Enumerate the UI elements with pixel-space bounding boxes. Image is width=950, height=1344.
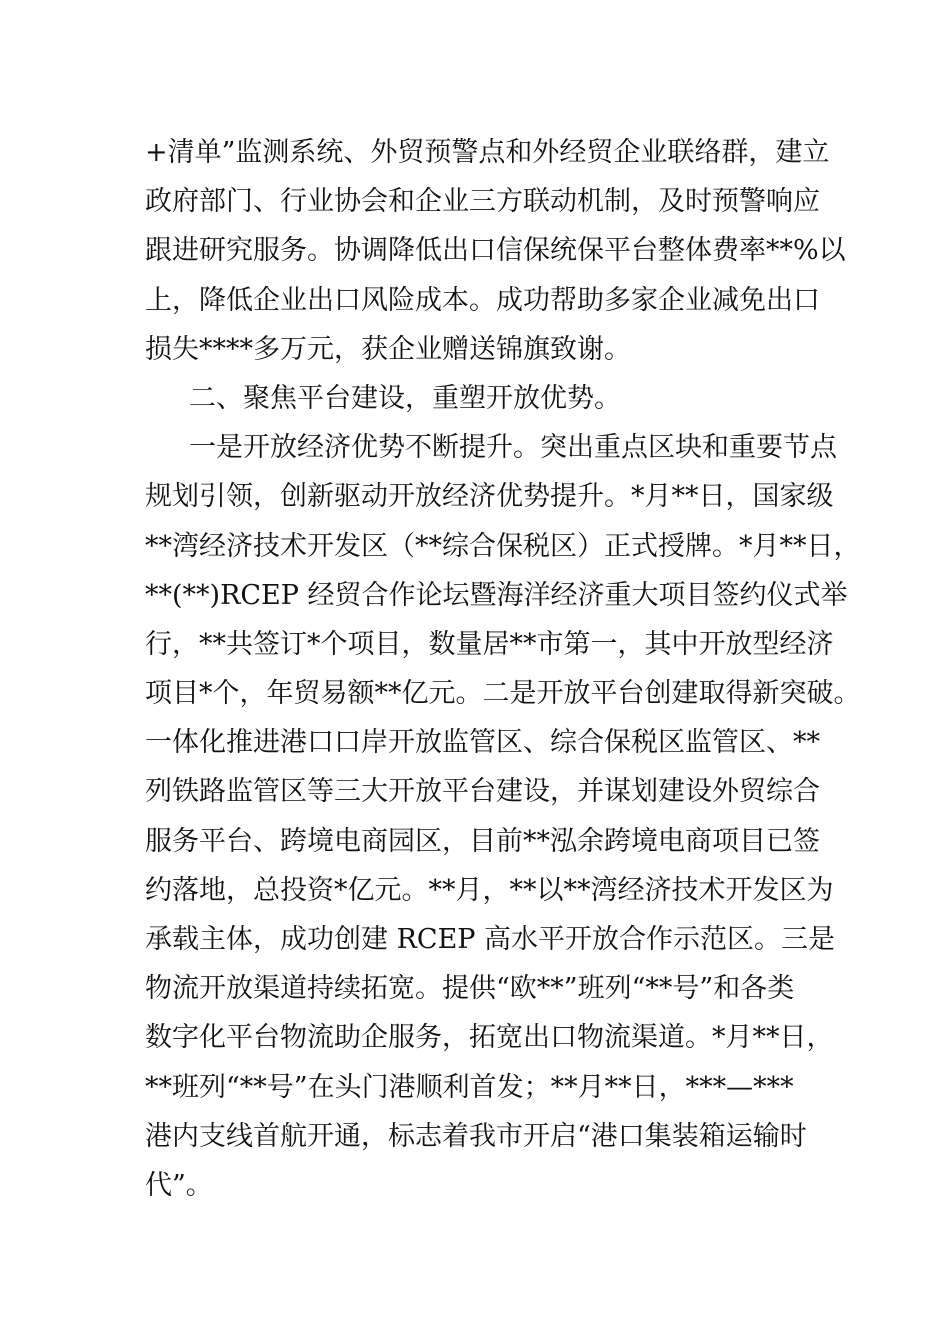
text-line: 损失****多万元，获企业赠送锦旗致谢。 (145, 333, 631, 365)
text-line: **(**)RCEP 经贸合作论坛暨海洋经济重大项目签约仪式举 (145, 579, 848, 611)
text-line: 港内支线首航开通，标志着我市开启“港口集装箱运输时 (145, 1120, 807, 1152)
text-line: 约落地，总投资*亿元。**月，**以**湾经济技术开发区为 (145, 874, 834, 906)
text-line: 规划引领，创新驱动开放经济优势提升。*月**日，国家级 (145, 481, 834, 513)
text-line: 项目*个，年贸易额**亿元。二是开放平台创建取得新突破。 (145, 678, 861, 710)
text-line: 列铁路监管区等三大开放平台建设，并谋划建设外贸综合 (145, 776, 820, 808)
text-line: **湾经济技术开发区（**综合保税区）正式授牌。*月**日， (145, 530, 861, 562)
text-line: 行，**共签订*个项目，数量居**市第一，其中开放型经济 (145, 628, 834, 660)
text-line: 代”。 (145, 1169, 213, 1201)
text-line: **班列“**号”在头门港顺利首发；**月**日，***—*** (145, 1071, 794, 1103)
text-line: 承载主体，成功创建 RCEP 高水平开放合作示范区。三是 (145, 924, 836, 955)
text-line: 一体化推进港口口岸开放监管区、综合保税区监管区、** (145, 727, 820, 759)
text-line: +清单”监测系统、外贸预警点和外经贸企业联络群，建立 (145, 137, 830, 168)
paragraph-first-line: 一是开放经济优势不断提升。突出重点区块和重要节点 (189, 432, 837, 464)
section-heading: 二、聚焦平台建设，重塑开放优势。 (189, 382, 621, 414)
document-body (145, 128, 861, 1210)
text-line: 服务平台、跨境电商园区，目前**泓余跨境电商项目已签 (145, 825, 820, 857)
text-line: 上，降低企业出口风险成本。成功帮助多家企业减免出口 (145, 284, 820, 316)
text-line: 数字化平台物流助企服务，拓宽出口物流渠道。*月**日， (145, 1022, 834, 1054)
text-line: 物流开放渠道持续拓宽。提供“欧**”班列“**号”和各类 (145, 973, 795, 1005)
text-line: 政府部门、行业协会和企业三方联动机制，及时预警响应 (145, 186, 820, 218)
text-line: 跟进研究服务。协调降低出口信保统保平台整体费率**%以 (145, 235, 846, 267)
